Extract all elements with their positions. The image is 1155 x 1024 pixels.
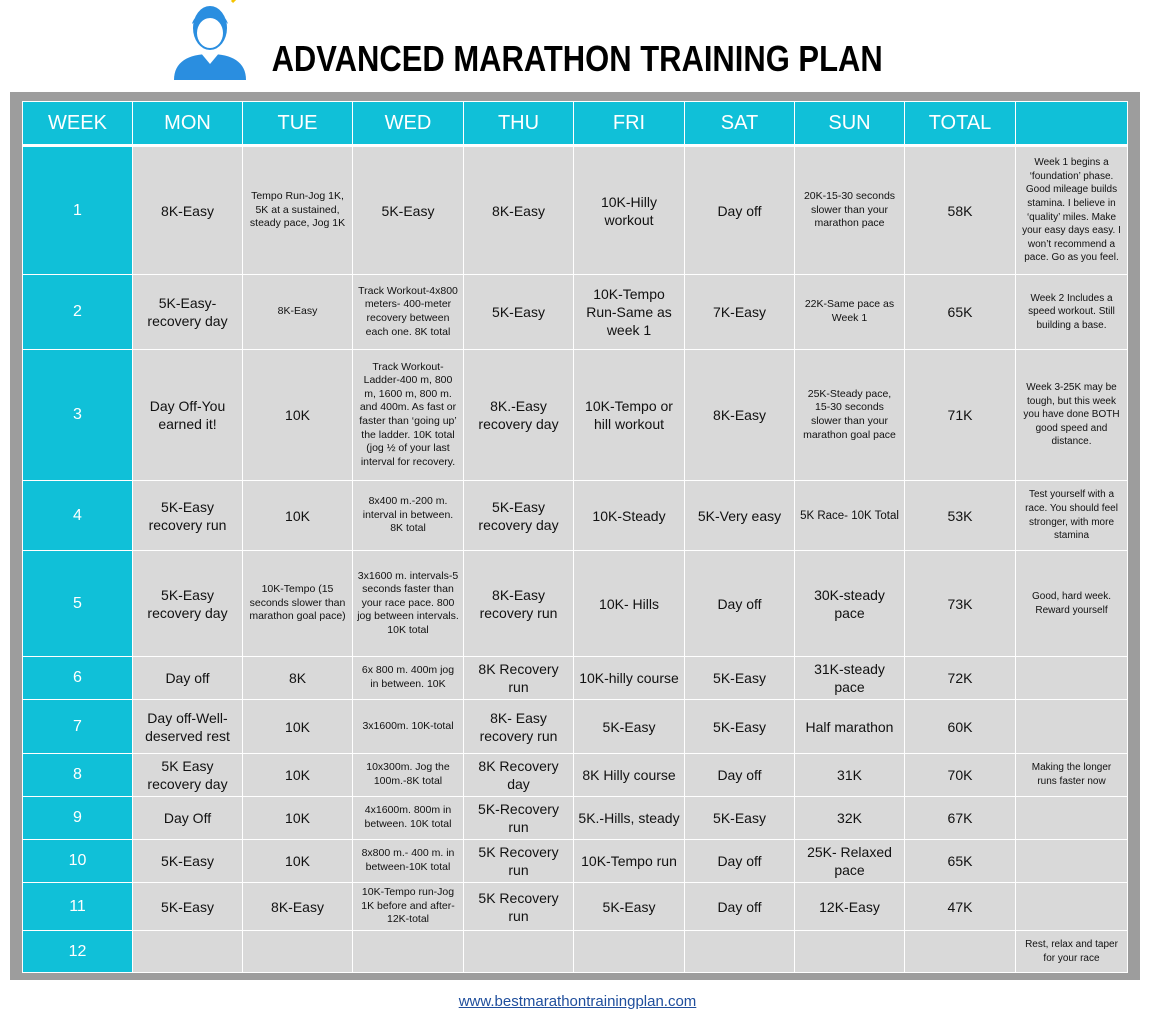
table-row xyxy=(23,797,1128,840)
sun-cell: 25K- Relaxed pace xyxy=(795,840,905,883)
sat-cell: Day off xyxy=(685,840,795,883)
header-sun: SUN xyxy=(795,102,905,146)
fri-cell: 10K-Hilly workout xyxy=(574,146,685,275)
mon-cell xyxy=(133,931,243,973)
week-number: 4 xyxy=(23,481,133,551)
sat-cell: 5K-Easy xyxy=(685,700,795,754)
fri-cell: 10K-Tempo Run-Same as week 1 xyxy=(574,275,685,350)
wed-cell: 4x1600m. 800m in between. 10K total xyxy=(353,797,464,840)
sat-cell: 8K-Easy xyxy=(685,350,795,481)
header-row xyxy=(23,102,1128,146)
thu-cell: 8K.-Easy recovery day xyxy=(464,350,574,481)
fri-cell: 10K-hilly course xyxy=(574,657,685,700)
total-cell xyxy=(905,931,1016,973)
note-cell: Test yourself with a race. You should feel stronger, with more stamina xyxy=(1016,481,1128,551)
tue-cell: 10K xyxy=(243,350,353,481)
week-number: 2 xyxy=(23,275,133,350)
total-cell: 65K xyxy=(905,840,1016,883)
header-tue: TUE xyxy=(243,102,353,146)
thu-cell: 5K Recovery run xyxy=(464,840,574,883)
thu-cell xyxy=(464,931,574,973)
week-number: 7 xyxy=(23,700,133,754)
total-cell: 53K xyxy=(905,481,1016,551)
mon-cell: Day Off-You earned it! xyxy=(133,350,243,481)
note-cell: Rest, relax and taper for your race xyxy=(1016,931,1128,973)
sat-cell: Day off xyxy=(685,551,795,657)
table-row xyxy=(23,481,1128,551)
total-cell: 72K xyxy=(905,657,1016,700)
sat-cell: 5K-Easy xyxy=(685,797,795,840)
mon-cell: 5K-Easy recovery run xyxy=(133,481,243,551)
header-wed: WED xyxy=(353,102,464,146)
mon-cell: 5K-Easy xyxy=(133,840,243,883)
week-number: 5 xyxy=(23,551,133,657)
sun-cell: 25K-Steady pace, 15-30 seconds slower than your marathon goal pace xyxy=(795,350,905,481)
tue-cell: 10K xyxy=(243,754,353,797)
tue-cell: 8K-Easy xyxy=(243,275,353,350)
thu-cell: 8K Recovery run xyxy=(464,657,574,700)
tue-cell: 10K-Tempo (15 seconds slower than marathon goal pace) xyxy=(243,551,353,657)
note-cell xyxy=(1016,797,1128,840)
tue-cell: 10K xyxy=(243,700,353,754)
page-title: ADVANCED MARATHON TRAINING PLAN xyxy=(271,38,883,79)
fri-cell: 10K-Tempo run xyxy=(574,840,685,883)
fri-cell: 8K Hilly course xyxy=(574,754,685,797)
total-cell: 60K xyxy=(905,700,1016,754)
sun-cell: 32K xyxy=(795,797,905,840)
fri-cell: 5K-Easy xyxy=(574,700,685,754)
fri-cell: 10K-Tempo or hill workout xyxy=(574,350,685,481)
table-row xyxy=(23,275,1128,350)
table-row xyxy=(23,146,1128,275)
sat-cell: 7K-Easy xyxy=(685,275,795,350)
header-total: TOTAL xyxy=(905,102,1016,146)
sat-cell: 5K-Very easy xyxy=(685,481,795,551)
fri-cell: 10K-Steady xyxy=(574,481,685,551)
total-cell: 70K xyxy=(905,754,1016,797)
total-cell: 67K xyxy=(905,797,1016,840)
mon-cell: 5K-Easy recovery day xyxy=(133,551,243,657)
fri-cell: 5K.-Hills, steady xyxy=(574,797,685,840)
mon-cell: 8K-Easy xyxy=(133,146,243,275)
note-cell: Week 2 Includes a speed workout. Still building a base. xyxy=(1016,275,1128,350)
mon-cell: 5K-Easy-recovery day xyxy=(133,275,243,350)
header-week: WEEK xyxy=(23,102,133,146)
fri-cell: 10K- Hills xyxy=(574,551,685,657)
thu-cell: 5K-Recovery run xyxy=(464,797,574,840)
week-number: 8 xyxy=(23,754,133,797)
total-cell: 71K xyxy=(905,350,1016,481)
table-row xyxy=(23,883,1128,931)
note-cell xyxy=(1016,700,1128,754)
tue-cell: 10K xyxy=(243,481,353,551)
wed-cell: 8x800 m.- 400 m. in between-10K total xyxy=(353,840,464,883)
table-row xyxy=(23,551,1128,657)
sat-cell: Day off xyxy=(685,754,795,797)
sat-cell: Day off xyxy=(685,883,795,931)
week-number: 3 xyxy=(23,350,133,481)
note-cell: Week 1 begins a ‘foundation’ phase. Good mileage builds stamina. I believe in ‘quality’ miles. Make your easy days easy. I won’t recommend a pace. Go as you feel. xyxy=(1016,146,1128,275)
wed-cell: Track Workout-Ladder-400 m, 800 m, 1600 m, 800 m. and 400m. As fast or faster than ‘going up’ the ladder. 10K total (jog ½ of your last interval for recovery. xyxy=(353,350,464,481)
table-row xyxy=(23,840,1128,883)
thu-cell: 8K-Easy xyxy=(464,146,574,275)
note-cell xyxy=(1016,840,1128,883)
sat-cell xyxy=(685,931,795,973)
thu-cell: 8K- Easy recovery run xyxy=(464,700,574,754)
week-number: 9 xyxy=(23,797,133,840)
header-thu: THU xyxy=(464,102,574,146)
sun-cell: 22K-Same pace as Week 1 xyxy=(795,275,905,350)
week-number: 12 xyxy=(23,931,133,973)
mon-cell: Day off xyxy=(133,657,243,700)
sun-cell: 31K xyxy=(795,754,905,797)
note-cell: Good, hard week. Reward yourself xyxy=(1016,551,1128,657)
wed-cell: 10x300m. Jog the 100m.-8K total xyxy=(353,754,464,797)
wed-cell: 5K-Easy xyxy=(353,146,464,275)
note-cell: Making the longer runs faster now xyxy=(1016,754,1128,797)
sat-cell: Day off xyxy=(685,146,795,275)
wed-cell: 3x1600m. 10K-total xyxy=(353,700,464,754)
mon-cell: 5K-Easy xyxy=(133,883,243,931)
tue-cell: 10K xyxy=(243,797,353,840)
mon-cell: Day off-Well-deserved rest xyxy=(133,700,243,754)
sun-cell: 5K Race- 10K Total xyxy=(795,481,905,551)
website-link[interactable]: www.bestmarathontrainingplan.com xyxy=(458,993,697,1010)
thu-cell: 5K-Easy recovery day xyxy=(464,481,574,551)
header-sat: SAT xyxy=(685,102,795,146)
week-number: 10 xyxy=(23,840,133,883)
tue-cell: 8K-Easy xyxy=(243,883,353,931)
thu-cell: 5K-Easy xyxy=(464,275,574,350)
wed-cell xyxy=(353,931,464,973)
tue-cell: Tempo Run-Jog 1K, 5K at a sustained, steady pace, Jog 1K xyxy=(243,146,353,275)
header-mon: MON xyxy=(133,102,243,146)
table-row xyxy=(23,931,1128,973)
training-plan-table xyxy=(22,101,1128,973)
sun-cell: 12K-Easy xyxy=(795,883,905,931)
sun-cell: 31K-steady pace xyxy=(795,657,905,700)
mon-cell: Day Off xyxy=(133,797,243,840)
week-number: 1 xyxy=(23,146,133,275)
wed-cell: 8x400 m.-200 m. interval in between. 8K total xyxy=(353,481,464,551)
thu-cell: 5K Recovery run xyxy=(464,883,574,931)
total-cell: 47K xyxy=(905,883,1016,931)
wed-cell: Track Workout-4x800 meters- 400-meter recovery between each one. 8K total xyxy=(353,275,464,350)
tue-cell: 8K xyxy=(243,657,353,700)
wed-cell: 6x 800 m. 400m jog in between. 10K xyxy=(353,657,464,700)
note-cell xyxy=(1016,883,1128,931)
week-number: 6 xyxy=(23,657,133,700)
sat-cell: 5K-Easy xyxy=(685,657,795,700)
table-row xyxy=(23,657,1128,700)
sun-cell: 30K-steady pace xyxy=(795,551,905,657)
table-row xyxy=(23,350,1128,481)
header-notes xyxy=(1016,102,1128,146)
tue-cell: 10K xyxy=(243,840,353,883)
wed-cell: 10K-Tempo run-Jog 1K before and after-12K-total xyxy=(353,883,464,931)
header-fri: FRI xyxy=(574,102,685,146)
wed-cell: 3x1600 m. intervals-5 seconds faster than your race pace. 800 jog between intervals. 10K total xyxy=(353,551,464,657)
fri-cell xyxy=(574,931,685,973)
thu-cell: 8K Recovery day xyxy=(464,754,574,797)
note-cell: Week 3-25K may be tough, but this week you have done BOTH good speed and distance. xyxy=(1016,350,1128,481)
table-row xyxy=(23,700,1128,754)
week-number: 11 xyxy=(23,883,133,931)
total-cell: 73K xyxy=(905,551,1016,657)
total-cell: 58K xyxy=(905,146,1016,275)
note-cell xyxy=(1016,657,1128,700)
total-cell: 65K xyxy=(905,275,1016,350)
table-row xyxy=(23,754,1128,797)
thu-cell: 8K-Easy recovery run xyxy=(464,551,574,657)
sun-cell xyxy=(795,931,905,973)
mon-cell: 5K Easy recovery day xyxy=(133,754,243,797)
sun-cell: Half marathon xyxy=(795,700,905,754)
sun-cell: 20K-15-30 seconds slower than your marathon pace xyxy=(795,146,905,275)
fri-cell: 5K-Easy xyxy=(574,883,685,931)
tue-cell xyxy=(243,931,353,973)
